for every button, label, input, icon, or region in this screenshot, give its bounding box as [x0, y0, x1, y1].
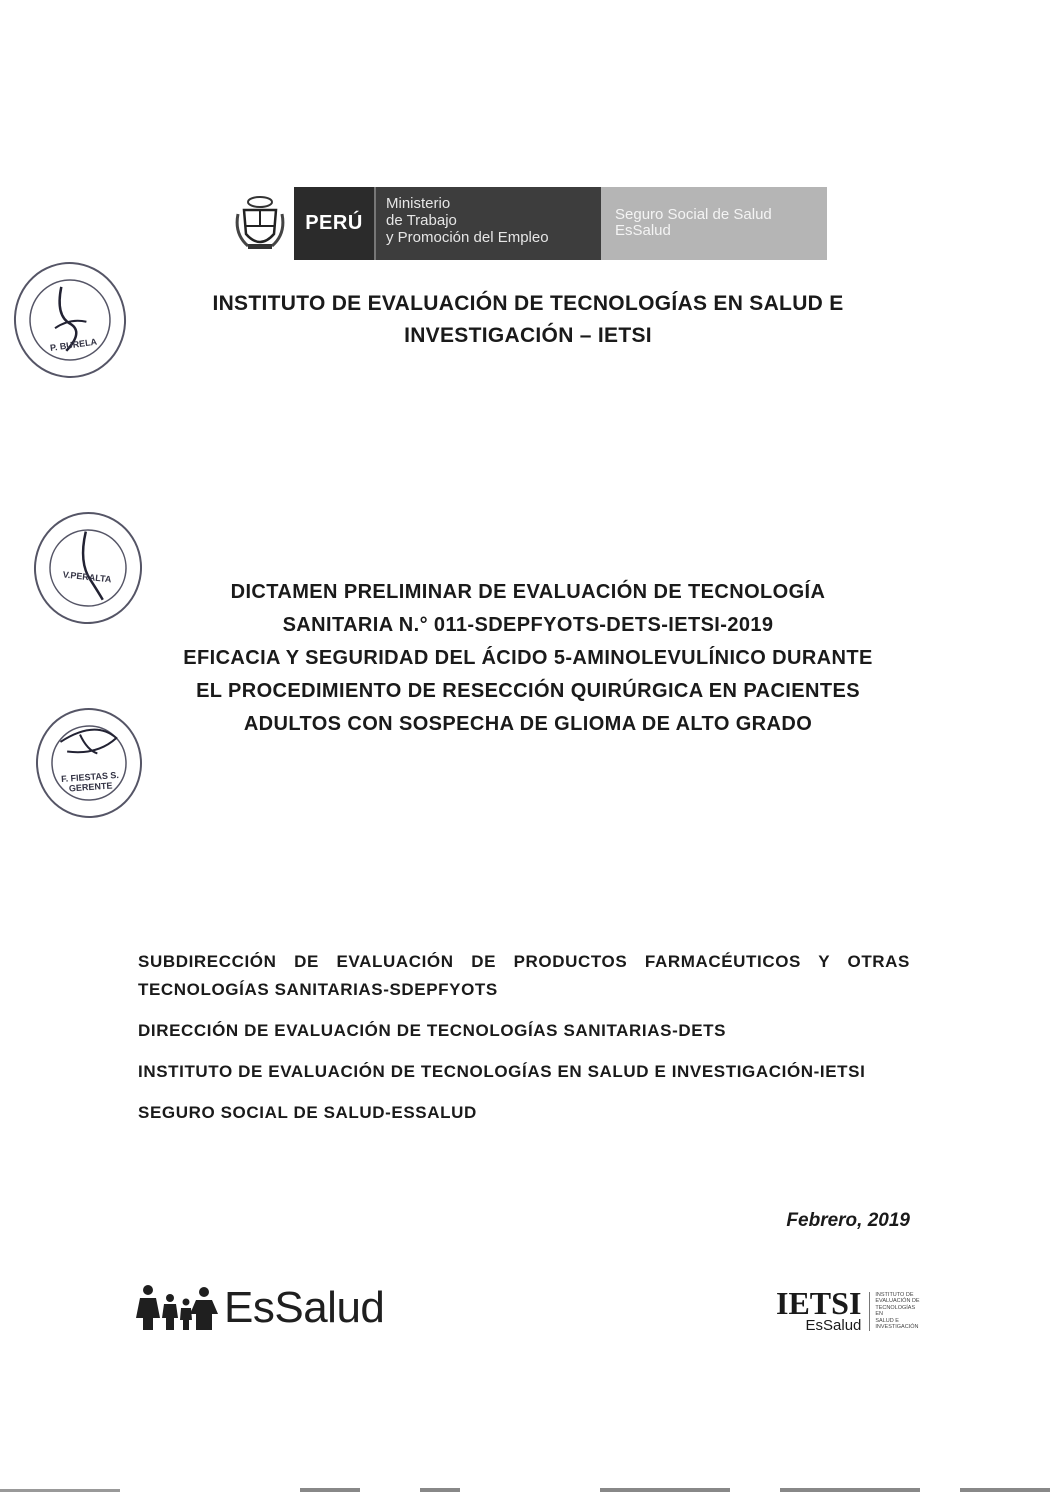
ietsi-essalud-label: EsSalud [805, 1317, 862, 1334]
author-unit: SUBDIRECCIÓN DE EVALUACIÓN DE PRODUCTOS FARMACÉUTICOS Y OTRAS TECNOLOGÍAS SANITARIAS-SDEPFYOTS [138, 952, 910, 999]
dictamen-title: DICTAMEN PRELIMINAR DE EVALUACIÓN DE TECNOLOGÍA SANITARIA N.° 011-SDEPFYOTS-DETS-IETSI-2019 EFICACIA Y SEGURIDAD DEL ÁCIDO 5-AMINOLEVULÍNICO DURANTE EL PROCEDIMIENTO DE RESECCIÓN QUIRÚRGICA EN PACIENTES ADULTOS CON SOSPECHA DE GLIOMA DE ALTO GRADO [183, 581, 873, 735]
author-unit: INSTITUTO DE EVALUACIÓN DE TECNOLOGÍAS EN SALUD E INVESTIGACIÓN-IETSI [138, 1062, 866, 1081]
publication-date: Febrero, 2019 [786, 1210, 910, 1231]
stamp-label: F. FIESTAS S. GERENTE [60, 769, 120, 794]
ministry-label: Ministerio de Trabajo y Promoción del Empleo [374, 187, 601, 260]
approval-stamp [32, 704, 145, 821]
scan-edge-artifact [0, 1486, 1056, 1493]
essalud-logo [134, 1284, 384, 1330]
stamp-label: P. BURELA [49, 336, 98, 354]
ietsi-logo [776, 1285, 921, 1334]
institute-title: INSTITUTO DE EVALUACIÓN DE TECNOLOGÍAS EN SALUD E INVESTIGACIÓN – IETSI [212, 292, 844, 347]
ietsi-fullname: INSTITUTO DE EVALUACIÓN DE TECNOLOGÍAS EN SALUD E INVESTIGACIÓN [869, 1292, 921, 1331]
government-header-logo [226, 187, 827, 260]
essalud-header-label: Seguro Social de Salud EsSalud [601, 187, 827, 260]
author-unit: DIRECCIÓN DE EVALUACIÓN DE TECNOLOGÍAS SANITARIAS-DETS [138, 1021, 727, 1040]
coat-of-arms-icon [226, 187, 294, 260]
essalud-wordmark: EsSalud [224, 1283, 385, 1332]
author-unit: SEGURO SOCIAL DE SALUD-ESSALUD [138, 1103, 477, 1122]
authoring-units [138, 948, 910, 1140]
peru-label: PERÚ [294, 187, 374, 260]
ietsi-wordmark: IETSI [776, 1285, 862, 1321]
stamp-label: V.PERALTA [62, 569, 112, 585]
family-figures-icon [134, 1284, 220, 1330]
